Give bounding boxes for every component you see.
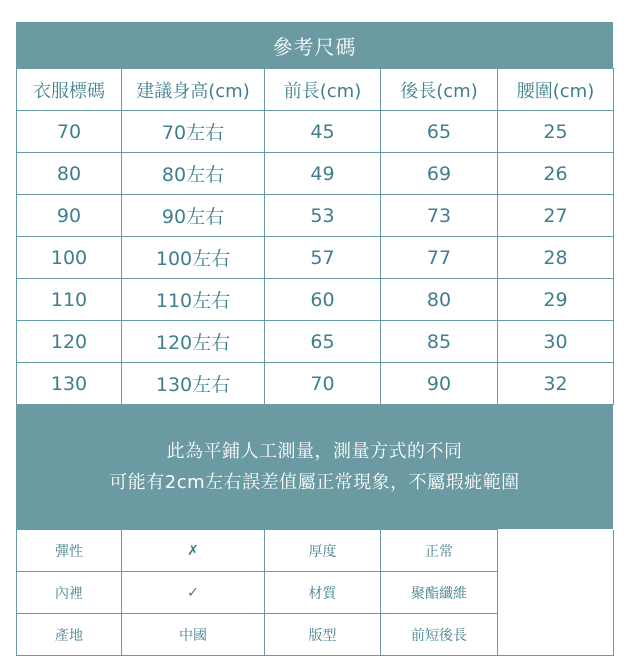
cell-size-label: 90 bbox=[17, 195, 122, 237]
attr-label-elasticity: 彈性 bbox=[17, 530, 122, 572]
cell-size-label: 80 bbox=[17, 153, 122, 195]
cell-front-length: 53 bbox=[265, 195, 381, 237]
cell-back-length: 73 bbox=[381, 195, 498, 237]
attr-empty-cell bbox=[498, 530, 614, 572]
cell-size-label: 70 bbox=[17, 111, 122, 153]
table-row bbox=[17, 111, 614, 153]
cell-waist: 26 bbox=[498, 153, 614, 195]
cell-height: 100左右 bbox=[122, 237, 265, 279]
table-row bbox=[17, 279, 614, 321]
check-icon: ✓ bbox=[122, 572, 265, 614]
cell-height: 80左右 bbox=[122, 153, 265, 195]
cell-size-label: 120 bbox=[17, 321, 122, 363]
attr-empty-cell bbox=[498, 572, 614, 614]
cell-front-length: 60 bbox=[265, 279, 381, 321]
attribute-row bbox=[17, 530, 614, 572]
table-row bbox=[17, 321, 614, 363]
cell-waist: 27 bbox=[498, 195, 614, 237]
cell-size-label: 130 bbox=[17, 363, 122, 405]
cross-icon: ✗ bbox=[122, 530, 265, 572]
cell-waist: 30 bbox=[498, 321, 614, 363]
cell-back-length: 90 bbox=[381, 363, 498, 405]
attr-value-thickness: 正常 bbox=[381, 530, 498, 572]
note-line-1: 此為平鋪人工測量，測量方式的不同 bbox=[166, 441, 463, 462]
cell-size-label: 100 bbox=[17, 237, 122, 279]
page-title: 參考尺碼 bbox=[16, 22, 613, 68]
cell-front-length: 57 bbox=[265, 237, 381, 279]
attr-label-thickness: 厚度 bbox=[265, 530, 381, 572]
attribute-row bbox=[17, 614, 614, 656]
attr-value-material: 聚酯纖維 bbox=[381, 572, 498, 614]
measurement-note bbox=[16, 405, 613, 529]
size-chart bbox=[16, 22, 613, 656]
header-size-label: 衣服標碼 bbox=[17, 69, 122, 111]
cell-height: 70左右 bbox=[122, 111, 265, 153]
cell-front-length: 49 bbox=[265, 153, 381, 195]
table-header-row bbox=[17, 69, 614, 111]
attr-label-lining: 內裡 bbox=[17, 572, 122, 614]
attr-value-fit: 前短後長 bbox=[381, 614, 498, 656]
cell-waist: 29 bbox=[498, 279, 614, 321]
attr-empty-cell bbox=[498, 614, 614, 656]
table-row bbox=[17, 153, 614, 195]
header-front-length: 前長(cm) bbox=[265, 69, 381, 111]
cell-back-length: 69 bbox=[381, 153, 498, 195]
header-waist: 腰圍(cm) bbox=[498, 69, 614, 111]
cell-height: 90左右 bbox=[122, 195, 265, 237]
attribute-row bbox=[17, 572, 614, 614]
cell-height: 130左右 bbox=[122, 363, 265, 405]
attr-value-origin: 中國 bbox=[122, 614, 265, 656]
attr-label-material: 材質 bbox=[265, 572, 381, 614]
header-back-length: 後長(cm) bbox=[381, 69, 498, 111]
table-row bbox=[17, 195, 614, 237]
cell-waist: 28 bbox=[498, 237, 614, 279]
cell-waist: 32 bbox=[498, 363, 614, 405]
attr-label-fit: 版型 bbox=[265, 614, 381, 656]
size-table bbox=[16, 68, 614, 405]
cell-back-length: 80 bbox=[381, 279, 498, 321]
attribute-table bbox=[16, 529, 614, 656]
cell-back-length: 65 bbox=[381, 111, 498, 153]
cell-waist: 25 bbox=[498, 111, 614, 153]
cell-front-length: 65 bbox=[265, 321, 381, 363]
cell-back-length: 85 bbox=[381, 321, 498, 363]
cell-height: 110左右 bbox=[122, 279, 265, 321]
cell-back-length: 77 bbox=[381, 237, 498, 279]
table-row bbox=[17, 237, 614, 279]
cell-front-length: 70 bbox=[265, 363, 381, 405]
header-height: 建議身高(cm) bbox=[122, 69, 265, 111]
cell-size-label: 110 bbox=[17, 279, 122, 321]
cell-front-length: 45 bbox=[265, 111, 381, 153]
cell-height: 120左右 bbox=[122, 321, 265, 363]
note-line-2: 可能有2cm左右誤差值屬正常現象，不屬瑕疵範圍 bbox=[109, 472, 520, 493]
attr-label-origin: 產地 bbox=[17, 614, 122, 656]
table-row bbox=[17, 363, 614, 405]
